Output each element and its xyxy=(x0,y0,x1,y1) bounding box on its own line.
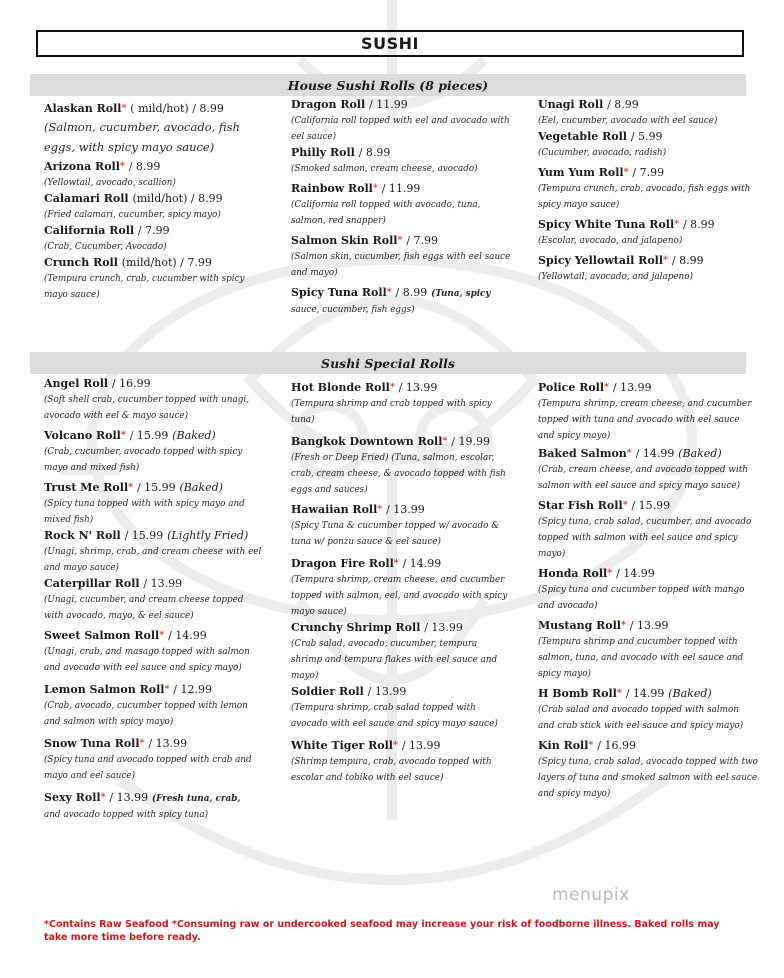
menu-item xyxy=(44,576,264,624)
roll-price: / 8.99 xyxy=(682,218,715,231)
roll-name: Vegetable Roll xyxy=(538,130,627,143)
raw-seafood-asterisk-icon: * xyxy=(372,183,378,194)
roll-description: (Shrimp tempura, crab, avocado topped with escolar and tobiko with eel sauce) xyxy=(291,757,492,783)
raw-seafood-asterisk-icon: * xyxy=(119,161,125,172)
menu-item-name-line xyxy=(44,790,264,807)
roll-price: / 5.99 xyxy=(630,130,663,143)
menu-item xyxy=(538,446,758,494)
raw-seafood-asterisk-icon: * xyxy=(397,235,403,246)
roll-price: / 13.99 xyxy=(367,685,407,698)
roll-description: (Spicy tuna and cucumber topped with mango and avocado) xyxy=(538,585,745,611)
roll-price: / 13.99 xyxy=(424,621,463,634)
roll-price: / 13.99 xyxy=(148,737,188,750)
menu-item-name-line xyxy=(44,376,264,392)
roll-description: (Crab salad and avocado topped with salmon and crab stick with eel sauce and spicy mayo) xyxy=(538,705,744,731)
menu-item xyxy=(291,285,511,318)
menu-item xyxy=(291,556,511,620)
raw-seafood-asterisk-icon: * xyxy=(159,630,165,641)
menu-item-name-line xyxy=(291,181,511,197)
menu-item xyxy=(291,380,511,428)
roll-name: Unagi Roll xyxy=(538,98,604,111)
roll-name: Crunch Roll xyxy=(44,256,118,269)
menu-item-name-line xyxy=(538,380,758,396)
special-column-1 xyxy=(44,376,264,823)
menu-item-name-line xyxy=(291,620,511,636)
raw-seafood-asterisk-icon: * xyxy=(622,500,628,511)
roll-price: / 19.99 xyxy=(451,435,490,448)
menu-item xyxy=(291,233,511,281)
menu-item xyxy=(44,528,264,576)
menu-item xyxy=(44,159,264,191)
roll-description: (Salmon skin, cucumber, fish eggs with eel sauce and mayo) xyxy=(291,252,511,278)
roll-description: (Cucumber, avocado, radish) xyxy=(538,148,667,158)
roll-name: Hot Blonde Roll xyxy=(291,381,390,394)
roll-price: / 15.99 xyxy=(129,429,169,442)
roll-name: Soldier Roll xyxy=(291,685,364,698)
roll-price: / 14.99 xyxy=(635,447,675,460)
roll-prep-note: (Baked) xyxy=(668,687,712,700)
roll-price: / 7.99 xyxy=(632,166,665,179)
roll-price: / 14.99 xyxy=(402,557,442,570)
menu-item xyxy=(538,498,758,562)
menu-item-name-line xyxy=(44,159,264,175)
roll-description-start: (Fresh tuna, crab, xyxy=(151,794,241,804)
roll-name: Snow Tuna Roll xyxy=(44,737,140,750)
roll-name: Calamari Roll xyxy=(44,192,129,205)
roll-price: / 8.99 xyxy=(128,160,161,173)
roll-name: Caterpillar Roll xyxy=(44,577,140,590)
roll-prep-note: (Baked) xyxy=(179,481,223,494)
roll-price: / 16.99 xyxy=(597,739,636,752)
raw-seafood-asterisk-icon: * xyxy=(100,792,106,803)
roll-price: / 12.99 xyxy=(173,683,212,696)
roll-description: (Spicy tuna topped with with spicy mayo and mixed fish) xyxy=(44,499,245,525)
roll-price: / 13.99 xyxy=(398,381,438,394)
menu-item-name-line xyxy=(538,498,758,514)
menu-item xyxy=(44,376,264,424)
roll-price: / 15.99 xyxy=(136,481,176,494)
roll-description: and avocado topped with spicy tuna) xyxy=(44,810,209,820)
house-column-1 xyxy=(44,101,264,303)
roll-name: Angel Roll xyxy=(44,377,109,390)
roll-price: / 13.99 xyxy=(629,619,669,632)
menu-item-name-line xyxy=(538,686,758,702)
roll-description: (California roll topped with avocado, tuna, salmon, red snapper) xyxy=(291,200,481,226)
roll-description: (Tempura shrimp and crab topped with spicy tuna) xyxy=(291,399,492,425)
roll-description: (Tempura shrimp, cream cheese, and cucumber topped with tuna and avocado with eel sauce and spicy mayo) xyxy=(538,399,752,441)
roll-description: (Spicy tuna and avocado topped with crab and mayo and eel sauce) xyxy=(44,755,252,781)
roll-name: California Roll xyxy=(44,224,135,237)
menu-item xyxy=(291,684,511,732)
roll-name: Spicy Tuna Roll xyxy=(291,286,387,299)
raw-seafood-asterisk-icon: * xyxy=(393,558,399,569)
roll-description: (Tempura crunch, crab, avocado, fish eggs with spicy mayo sauce) xyxy=(538,184,751,210)
special-column-3 xyxy=(538,380,758,802)
menu-item xyxy=(291,97,511,145)
roll-description: (Fresh or Deep Fried) (Tuna, salmon, escolar, crab, cream cheese, & avocado topped with fish eggs and sauces) xyxy=(291,453,506,495)
roll-price: / 16.99 xyxy=(111,377,151,390)
menu-item-name-line xyxy=(291,738,511,754)
raw-seafood-asterisk-icon: * xyxy=(121,103,127,114)
roll-price: / 14.99 xyxy=(625,687,665,700)
roll-price: (mild/hot) / 8.99 xyxy=(132,192,223,205)
menu-item-name-line xyxy=(44,101,264,117)
menu-item xyxy=(538,380,758,444)
menu-item-name-line xyxy=(538,618,758,634)
menu-item xyxy=(44,223,264,255)
raw-seafood-asterisk-icon: * xyxy=(623,167,629,178)
menu-item-name-line xyxy=(291,502,511,518)
menu-item-name-line xyxy=(291,285,511,302)
menu-item-name-line xyxy=(291,556,511,572)
roll-description: (Eel, cucumber, avocado with eel sauce) xyxy=(538,116,718,126)
roll-description: (Spicy tuna, crab salad, avocado topped with two layers of tuna and smoked salmon with eel sauce and spicy mayo) xyxy=(538,757,758,799)
menu-item xyxy=(291,620,511,684)
menu-item xyxy=(44,255,264,303)
roll-price: / 11.99 xyxy=(369,98,408,111)
menu-item-name-line xyxy=(44,255,264,271)
roll-prep-note: (Baked) xyxy=(678,447,722,460)
menu-item-name-line xyxy=(538,217,758,233)
roll-description: (Escolar, avocado, and jalapeno) xyxy=(538,236,683,246)
roll-name: Kin Roll xyxy=(538,739,589,752)
roll-price: / 7.99 xyxy=(137,224,170,237)
roll-price: / 13.99 xyxy=(143,577,183,590)
menu-item-name-line xyxy=(538,129,758,145)
house-column-2 xyxy=(291,97,511,318)
roll-description: (Smoked salmon, cream cheese, avocado) xyxy=(291,164,478,174)
roll-description-start: (Tuna, spicy xyxy=(431,289,491,299)
roll-description: (Fried calamari, cucumber, spicy mayo) xyxy=(44,210,221,220)
raw-seafood-asterisk-icon: * xyxy=(620,620,626,631)
menu-item xyxy=(44,428,264,476)
menu-item-name-line xyxy=(44,428,264,444)
menu-title: SUSHI xyxy=(36,30,744,57)
roll-description: (Tempura shrimp and cucumber topped with salmon, tuna, and avocado with eel sauce and spicy mayo) xyxy=(538,637,744,679)
roll-description: (Crab, Cucumber, Avocado) xyxy=(44,242,167,252)
menu-item-name-line xyxy=(44,682,264,698)
roll-name: Lemon Salmon Roll xyxy=(44,683,165,696)
menu-item-name-line xyxy=(291,97,511,113)
roll-description: (Crab salad, avocado, cucumber, tempura shrimp and tempura flakes with eel sauce and mayo) xyxy=(291,639,498,681)
menu-item xyxy=(44,682,264,730)
roll-name: Crunchy Shrimp Roll xyxy=(291,621,421,634)
roll-name: Dragon Roll xyxy=(291,98,366,111)
special-column-2 xyxy=(291,380,511,786)
menu-item xyxy=(538,618,758,682)
roll-name: Spicy Yellowtail Roll xyxy=(538,254,664,267)
roll-price: (mild/hot) / 7.99 xyxy=(121,256,212,269)
roll-price: / 15.99 xyxy=(124,529,164,542)
roll-price: / 14.99 xyxy=(616,567,655,580)
roll-description: sauce, cucumber, fish eggs) xyxy=(291,305,415,315)
roll-name: Trust Me Roll xyxy=(44,481,129,494)
menu-item-name-line xyxy=(44,736,264,752)
menu-item-name-line xyxy=(44,628,264,644)
roll-name: Rainbow Roll xyxy=(291,182,373,195)
roll-description: (Crab, cream cheese, and avocado topped with salmon with eel sauce and spicy mayo sauce) xyxy=(538,465,748,491)
roll-name: Salmon Skin Roll xyxy=(291,234,398,247)
raw-seafood-asterisk-icon: * xyxy=(588,740,594,751)
menu-item xyxy=(291,145,511,177)
menu-item-name-line xyxy=(44,576,264,592)
roll-description: (California roll topped with eel and avocado with eel sauce) xyxy=(291,116,510,142)
roll-price: ( mild/hot) / 8.99 xyxy=(130,102,224,115)
menu-item-name-line xyxy=(44,528,264,544)
roll-description: (Unagi, cucumber, and cream cheese topped with avocado, mayo, & eel sauce) xyxy=(44,595,244,621)
roll-description: (Crab, cucumber, avocado topped with spicy mayo and mixed fish) xyxy=(44,447,243,473)
raw-seafood-asterisk-icon: * xyxy=(120,430,126,441)
menu-item xyxy=(291,181,511,229)
raw-seafood-asterisk-icon: * xyxy=(386,287,392,298)
roll-name: Dragon Fire Roll xyxy=(291,557,394,570)
raw-seafood-asterisk-icon: * xyxy=(139,738,145,749)
roll-name: Bangkok Downtown Roll xyxy=(291,435,443,448)
menupix-logo: menupix xyxy=(552,885,630,905)
section-heading-special: Sushi Special Rolls xyxy=(30,352,746,374)
raw-seafood-asterisk-icon: * xyxy=(389,382,395,393)
menu-item xyxy=(291,434,511,498)
menu-item xyxy=(538,566,758,614)
menu-item-name-line xyxy=(44,223,264,239)
menu-item-name-line xyxy=(291,145,511,161)
raw-seafood-disclaimer: *Contains Raw Seafood *Consuming raw or undercooked seafood may increase your risk of foodborne illness. Baked rolls may take more time before ready. xyxy=(44,919,720,943)
roll-description: (Spicy tuna, crab salad, cucumber, and avocado topped with salmon with eel sauce and spicy mayo) xyxy=(538,517,752,559)
roll-name: Alaskan Roll xyxy=(44,102,122,115)
menu-item xyxy=(44,101,264,157)
menu-item-name-line xyxy=(291,684,511,700)
roll-name: Baked Salmon xyxy=(538,447,627,460)
menu-item-name-line xyxy=(538,738,758,754)
menu-item xyxy=(291,502,511,550)
raw-seafood-asterisk-icon: * xyxy=(626,448,632,459)
raw-seafood-asterisk-icon: * xyxy=(674,219,680,230)
roll-prep-note: (Baked) xyxy=(172,429,216,442)
roll-description: (Unagi, shrimp, crab, and cream cheese with eel and mayo sauce) xyxy=(44,547,262,573)
roll-name: White Tiger Roll xyxy=(291,739,393,752)
menu-item xyxy=(44,191,264,223)
menu-item xyxy=(44,480,264,528)
menu-item-name-line xyxy=(538,253,758,269)
raw-seafood-asterisk-icon: * xyxy=(392,740,398,751)
roll-name: Yum Yum Roll xyxy=(538,166,624,179)
roll-description: (Yellowtail, avocado, and jalapeno) xyxy=(538,272,693,282)
roll-price: / 8.99 xyxy=(607,98,639,111)
roll-price: / 7.99 xyxy=(406,234,439,247)
roll-price: / 13.99 xyxy=(401,739,441,752)
roll-name: Sweet Salmon Roll xyxy=(44,629,160,642)
menu-item xyxy=(538,738,758,802)
menu-item xyxy=(44,790,264,823)
roll-description: (Soft shell crab, cucumber topped with unagi, avocado with eel & mayo sauce) xyxy=(44,395,250,421)
menu-item-name-line xyxy=(291,434,511,450)
roll-name: Spicy White Tuna Roll xyxy=(538,218,675,231)
roll-prep-note: (Lightly Fried) xyxy=(167,529,249,542)
roll-name: Mustang Roll xyxy=(538,619,621,632)
roll-price: / 8.99 xyxy=(358,146,391,159)
roll-name: Volcano Roll xyxy=(44,429,121,442)
roll-name: Philly Roll xyxy=(291,146,355,159)
roll-name: H Bomb Roll xyxy=(538,687,617,700)
raw-seafood-asterisk-icon: * xyxy=(164,684,170,695)
roll-description: (Tempura shrimp, cream cheese, and cucumber topped with salmon, eel, and avocado with spicy mayo sauce) xyxy=(291,575,508,617)
menu-item xyxy=(538,165,758,213)
roll-name: Star Fish Roll xyxy=(538,499,623,512)
roll-price: / 13.99 xyxy=(386,503,425,516)
roll-price: / 14.99 xyxy=(168,629,207,642)
roll-name: Honda Roll xyxy=(538,567,608,580)
house-column-3 xyxy=(538,97,758,285)
section-heading-house: House Sushi Rolls (8 pieces) xyxy=(30,74,746,96)
roll-description: (Tempura shrimp, crab salad topped with avocado with eel sauce and spicy mayo sauce) xyxy=(291,703,498,729)
roll-description: (Yellowtail, avocado, scallion) xyxy=(44,178,176,188)
roll-price: / 11.99 xyxy=(381,182,421,195)
raw-seafood-asterisk-icon: * xyxy=(607,568,613,579)
raw-seafood-asterisk-icon: * xyxy=(604,382,610,393)
menu-item-name-line xyxy=(538,97,758,113)
roll-price: / 13.99 xyxy=(109,791,149,804)
roll-name: Hawaiian Roll xyxy=(291,503,378,516)
roll-name: Rock N' Roll xyxy=(44,529,121,542)
menu-item-name-line xyxy=(44,480,264,496)
roll-name: Sexy Roll xyxy=(44,791,101,804)
menu-item-name-line xyxy=(538,446,758,462)
raw-seafood-asterisk-icon: * xyxy=(442,436,448,447)
roll-price: / 8.99 xyxy=(671,254,704,267)
menu-item-name-line xyxy=(538,165,758,181)
raw-seafood-asterisk-icon: * xyxy=(377,504,383,515)
menu-item xyxy=(44,736,264,784)
roll-description: (Salmon, cucumber, avocado, fish eggs, with spicy mayo sauce) xyxy=(44,120,240,154)
roll-description: (Unagi, crab, and masago topped with salmon and avocado with eel sauce and spicy mayo) xyxy=(44,647,250,673)
menu-item xyxy=(44,628,264,676)
menu-item-name-line xyxy=(44,191,264,207)
roll-price: / 13.99 xyxy=(612,381,652,394)
roll-description: (Spicy Tuna & cucumber topped w/ avocado & tuna w/ ponzu sauce & eel sauce) xyxy=(291,521,500,547)
raw-seafood-asterisk-icon: * xyxy=(128,482,134,493)
menu-item xyxy=(291,738,511,786)
roll-name: Police Roll xyxy=(538,381,605,394)
roll-price: / 15.99 xyxy=(631,499,671,512)
roll-price: / 8.99 xyxy=(395,286,428,299)
menu-item xyxy=(538,253,758,285)
raw-seafood-asterisk-icon: * xyxy=(616,688,622,699)
roll-name: Arizona Roll xyxy=(44,160,120,173)
raw-seafood-asterisk-icon: * xyxy=(663,255,669,266)
menu-item xyxy=(538,217,758,249)
menu-item-name-line xyxy=(538,566,758,582)
menu-item-name-line xyxy=(291,233,511,249)
roll-description: (Crab, avocado, cucumber topped with lemon and salmon with spicy mayo) xyxy=(44,701,248,727)
menu-item xyxy=(538,686,758,734)
roll-description: (Tempura crunch, crab, cucumber with spicy mayo sauce) xyxy=(44,274,245,300)
menu-item xyxy=(538,97,758,129)
menu-item-name-line xyxy=(291,380,511,396)
menu-item xyxy=(538,129,758,161)
